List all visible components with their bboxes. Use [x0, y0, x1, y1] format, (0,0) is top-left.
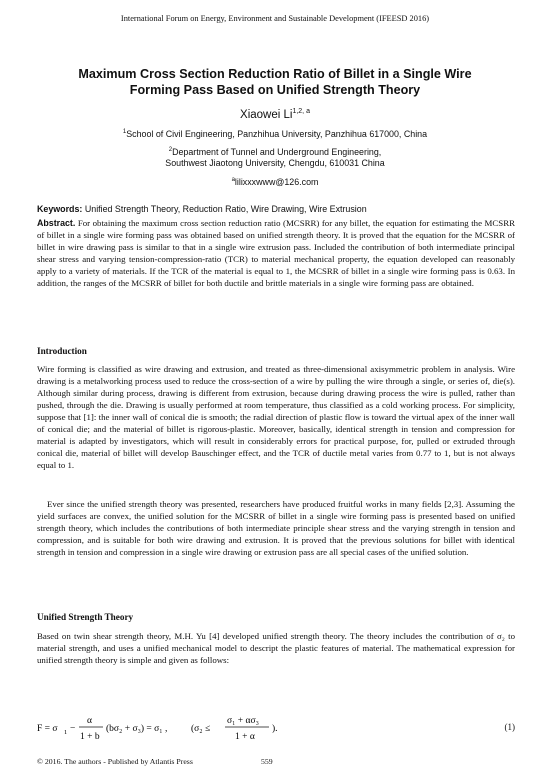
- title-line-2: Forming Pass Based on Unified Strength Theory: [129, 83, 421, 97]
- author-name: Xiaowei Li: [240, 108, 293, 121]
- abstract-text: For obtaining the maximum cross section reduction ratio (MCSRR) for any billet, the equation for estimating the MCSRR of billet in a single wire forming pass was obtained based on unified strength theory. It is proved that the equation for the MCSRR of billet in wire drawing pass is similar to that in a single wire extrusion pass. Included the contribution of both intermediate principal shear stress and varying tension-compression-ratio (TCR) to material mechanical property, the equation developed can reasonably apply to a variety of materials. If the TCR of the material is equal to 1, the MCSRR of billet in a single wire forming pass is 0.63. In addition, the ranges of the MCSRR of billet for both ductile and brittle materials in a single wire forming pass are obtained.: [37, 218, 515, 288]
- email-address: lilixxxwww@126.com: [234, 177, 319, 187]
- affiliation-2-line-2: Southwest Jiaotong University, Chengdu, 610031 China: [165, 157, 385, 168]
- abstract-label: Abstract.: [37, 218, 76, 228]
- affiliation-2-line-1: Department of Tunnel and Underground Engineering,: [172, 146, 382, 157]
- title-line-1: Maximum Cross Section Reduction Ratio of Billet in a Single Wire: [78, 67, 472, 81]
- eq-frac1-num: α: [87, 716, 92, 726]
- eq-cond-close: ).: [272, 724, 278, 734]
- keywords-label: Keywords:: [37, 204, 83, 214]
- author-marks: 1,2, a: [292, 108, 310, 115]
- eq-frac1-den: 1 + b: [80, 732, 100, 742]
- keywords-text: Unified Strength Theory, Reduction Ratio, Wire Drawing, Wire Extrusion: [84, 204, 367, 214]
- abstract: [37, 217, 515, 289]
- affiliation-2: [0, 145, 550, 169]
- equation-1-formula: [37, 714, 457, 744]
- eq-minus: −: [70, 724, 76, 734]
- affiliation-1: [0, 127, 550, 140]
- author: [0, 108, 550, 121]
- equation-1: [37, 714, 515, 744]
- author-email: [0, 177, 550, 187]
- unified-strength-heading: Unified Strength Theory: [37, 612, 134, 622]
- affiliation-1-text: School of Civil Engineering, Panzhihua University, Panzhihua 617000, China: [126, 128, 428, 139]
- eq-frac2-num: σ₁ + ασ₃: [227, 716, 259, 726]
- eq-sub-1: 1: [64, 729, 68, 736]
- eq-cond-open: (σ₂ ≤: [191, 724, 211, 734]
- introduction-paragraph-1: Wire forming is classified as wire drawing and extrusion, and treated as three-dimensional axisymmetric problem in analysis. Wire drawing is a metalworking process used to reduce the cross-section of a wire by pulling the wire through a single, or series of, die(s). Although similar during process, drawing is different from extrusion, because during drawing process the wire is pulled, rather than pushed, through the die. Drawing is usually performed at room temperature, thus classified as a cold working process. For simplicity, suppose that [1]: the inner wall of conical die is smooth; the radial direction of plastic flow is toward the virtual apex of the inner wall of conical die; and the material of billet is rigorous-plastic. Moreover, basically, identical strength in tension and compression for material is adapted by investigators, which will result in considerably errors for practical purpose, for, pulled or extruded through conical die, material of billet will develop Bauschinger effect, and the TCR of ductile metal varies from 0.77 to 1, but is not always equal to 1.: [37, 364, 515, 470]
- unified-strength-paragraph: Based on twin shear strength theory, M.H. Yu [4] developed unified strength theory. The theory includes the contribution of σ₂ to material strength, and uses a unified mechanical model to descript the plastic features of material. The mathematical expression for unified strength theory is simple and given as follows:: [37, 631, 515, 665]
- eq-frac2-den: 1 + α: [235, 732, 255, 742]
- paper-title: [40, 66, 510, 98]
- introduction-heading: Introduction: [37, 346, 87, 356]
- page-number: 559: [261, 757, 273, 766]
- affiliation-1-mark: 1: [122, 129, 127, 135]
- email-mark: a: [231, 177, 235, 184]
- equation-1-number: (1): [504, 722, 515, 732]
- conference-header: International Forum on Energy, Environment and Sustainable Development (IFEESD 2016): [120, 14, 430, 23]
- introduction-paragraph-2: Ever since the unified strength theory was presented, researchers have produced fruitful works in many fields [2,3]. Assuming the yield surfaces are convex, the unified solution for the MCSRR of billet in a single wire forming pass is presented based on unified strength theory, which includes the contributions of both intermediate principle shear stress and the varying strength in tension and compression, and is suitable for both wire drawing and extrusion. It is proved that the previous solutions for billet with identical strength in tension and compression in a single wire drawing or extrusion pass are all special cases of the unified solution.: [37, 499, 515, 557]
- eq-lhs: F = σ: [37, 724, 58, 734]
- affiliation-2-mark: 2: [168, 147, 173, 153]
- keywords: [37, 204, 515, 214]
- eq-bracket: (bσ₂ + σ₃) = σ₁ ,: [106, 724, 168, 734]
- footer-copyright: © 2016. The authors - Published by Atlantis Press: [37, 757, 193, 766]
